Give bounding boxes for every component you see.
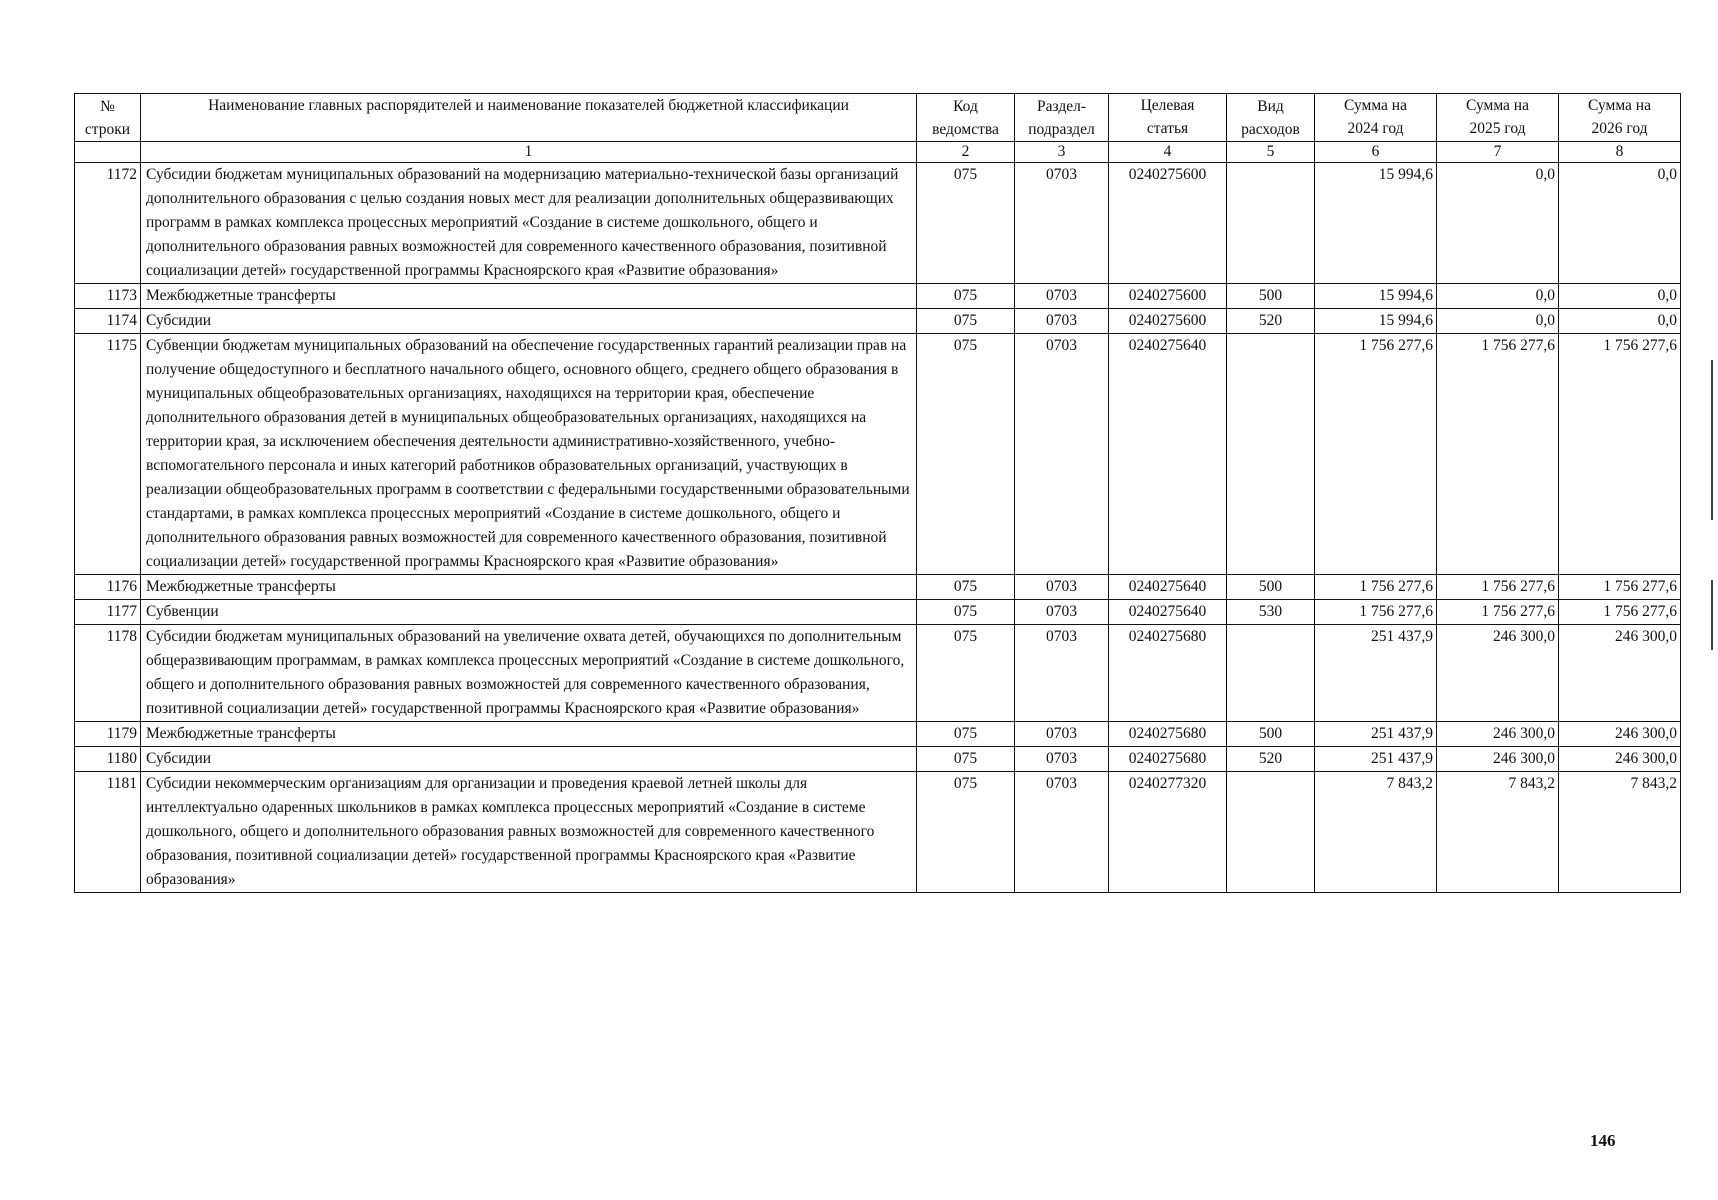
table-row bbox=[75, 722, 1681, 747]
cell-exp-type: 530 bbox=[1227, 600, 1315, 625]
cell-sum-2025: 1 756 277,6 bbox=[1437, 600, 1559, 625]
scan-artifact-mark bbox=[1711, 580, 1713, 650]
cell-exp-type: 520 bbox=[1227, 747, 1315, 772]
cell-row-number: 1178 bbox=[75, 625, 141, 722]
cell-exp-type: 500 bbox=[1227, 575, 1315, 600]
cell-name: Субсидии бюджетам муниципальных образований на модернизацию материально-технической базы организаций дополнительного образования с целью создания новых мест для реализации дополнительных общеразвивающих программ в рамках комплекса процессных мероприятий «Создание в системе дошкольного, общего и дополнительного образования равных возможностей для современного качественного образования, позитивной социализации детей» государственной программы Красноярского края «Развитие образования» bbox=[141, 163, 917, 284]
cell-sum-2024: 7 843,2 bbox=[1315, 772, 1437, 893]
header-sum-2026: Сумма на 2026 год bbox=[1559, 94, 1681, 142]
cell-dept-code: 075 bbox=[917, 163, 1015, 284]
cell-sum-2024: 1 756 277,6 bbox=[1315, 600, 1437, 625]
cell-row-number: 1176 bbox=[75, 575, 141, 600]
cell-exp-type: 500 bbox=[1227, 722, 1315, 747]
cell-sum-2026: 0,0 bbox=[1559, 309, 1681, 334]
cell-dept-code: 075 bbox=[917, 747, 1015, 772]
header-target: Целевая статья bbox=[1109, 94, 1227, 142]
cell-sum-2026: 7 843,2 bbox=[1559, 772, 1681, 893]
header-name: Наименование главных распорядителей и наименование показателей бюджетной классификации bbox=[141, 94, 917, 142]
column-number: 4 bbox=[1109, 142, 1227, 163]
cell-row-number: 1177 bbox=[75, 600, 141, 625]
cell-name: Субсидии бюджетам муниципальных образований на увеличение охвата детей, обучающихся по дополнительным общеразвивающим программам, в рамках комплекса процессных мероприятий «Создание в системе дошкольного, общего и дополнительного образования равных возможностей для современного качественного образования, позитивной социализации детей» государственной программы Красноярского края «Развитие образования» bbox=[141, 625, 917, 722]
cell-section: 0703 bbox=[1015, 575, 1109, 600]
table-body bbox=[75, 163, 1681, 893]
cell-row-number: 1173 bbox=[75, 284, 141, 309]
cell-sum-2025: 0,0 bbox=[1437, 163, 1559, 284]
cell-sum-2024: 1 756 277,6 bbox=[1315, 334, 1437, 575]
cell-sum-2025: 0,0 bbox=[1437, 309, 1559, 334]
cell-sum-2024: 1 756 277,6 bbox=[1315, 575, 1437, 600]
cell-target: 0240275600 bbox=[1109, 284, 1227, 309]
cell-sum-2026: 246 300,0 bbox=[1559, 722, 1681, 747]
cell-row-number: 1174 bbox=[75, 309, 141, 334]
cell-section: 0703 bbox=[1015, 600, 1109, 625]
cell-section: 0703 bbox=[1015, 747, 1109, 772]
cell-sum-2026: 1 756 277,6 bbox=[1559, 334, 1681, 575]
cell-name: Субсидии bbox=[141, 309, 917, 334]
column-number: 5 bbox=[1227, 142, 1315, 163]
cell-target: 0240275640 bbox=[1109, 600, 1227, 625]
cell-sum-2025: 246 300,0 bbox=[1437, 625, 1559, 722]
cell-row-number: 1180 bbox=[75, 747, 141, 772]
table-row bbox=[75, 309, 1681, 334]
cell-sum-2026: 246 300,0 bbox=[1559, 747, 1681, 772]
page-number: 146 bbox=[1590, 1131, 1616, 1150]
cell-name: Субвенции bbox=[141, 600, 917, 625]
cell-target: 0240275680 bbox=[1109, 722, 1227, 747]
cell-sum-2026: 0,0 bbox=[1559, 163, 1681, 284]
cell-target: 0240277320 bbox=[1109, 772, 1227, 893]
column-number: 7 bbox=[1437, 142, 1559, 163]
column-number: 6 bbox=[1315, 142, 1437, 163]
header-sum-2025: Сумма на 2025 год bbox=[1437, 94, 1559, 142]
table-row bbox=[75, 625, 1681, 722]
cell-target: 0240275680 bbox=[1109, 747, 1227, 772]
cell-dept-code: 075 bbox=[917, 625, 1015, 722]
table-row bbox=[75, 163, 1681, 284]
cell-target: 0240275600 bbox=[1109, 309, 1227, 334]
cell-exp-type: 500 bbox=[1227, 284, 1315, 309]
column-number: 8 bbox=[1559, 142, 1681, 163]
column-number: 2 bbox=[917, 142, 1015, 163]
cell-sum-2026: 246 300,0 bbox=[1559, 625, 1681, 722]
cell-sum-2025: 246 300,0 bbox=[1437, 722, 1559, 747]
cell-row-number: 1181 bbox=[75, 772, 141, 893]
table-row bbox=[75, 575, 1681, 600]
cell-sum-2025: 7 843,2 bbox=[1437, 772, 1559, 893]
header-dept-code: Код ведомства bbox=[917, 94, 1015, 142]
cell-row-number: 1175 bbox=[75, 334, 141, 575]
column-number: 3 bbox=[1015, 142, 1109, 163]
cell-sum-2026: 0,0 bbox=[1559, 284, 1681, 309]
cell-target: 0240275600 bbox=[1109, 163, 1227, 284]
cell-sum-2026: 1 756 277,6 bbox=[1559, 600, 1681, 625]
cell-section: 0703 bbox=[1015, 284, 1109, 309]
cell-target: 0240275640 bbox=[1109, 334, 1227, 575]
cell-sum-2024: 15 994,6 bbox=[1315, 284, 1437, 309]
cell-sum-2024: 251 437,9 bbox=[1315, 747, 1437, 772]
table-row bbox=[75, 747, 1681, 772]
cell-exp-type bbox=[1227, 334, 1315, 575]
cell-name: Межбюджетные трансферты bbox=[141, 284, 917, 309]
cell-dept-code: 075 bbox=[917, 334, 1015, 575]
cell-name: Межбюджетные трансферты bbox=[141, 722, 917, 747]
cell-section: 0703 bbox=[1015, 772, 1109, 893]
cell-sum-2024: 251 437,9 bbox=[1315, 625, 1437, 722]
cell-sum-2025: 1 756 277,6 bbox=[1437, 334, 1559, 575]
cell-dept-code: 075 bbox=[917, 772, 1015, 893]
cell-exp-type bbox=[1227, 163, 1315, 284]
cell-exp-type bbox=[1227, 772, 1315, 893]
cell-name: Субсидии некоммерческим организациям для организации и проведения краевой летней школы для интеллектуально одаренных школьников в рамках комплекса процессных мероприятий «Создание в системе дошкольного, общего и дополнительного образования равных возможностей для современного качественного образования, позитивной социализации детей» государственной программы Красноярского края «Развитие образования» bbox=[141, 772, 917, 893]
cell-dept-code: 075 bbox=[917, 575, 1015, 600]
cell-name: Межбюджетные трансферты bbox=[141, 575, 917, 600]
cell-sum-2025: 246 300,0 bbox=[1437, 747, 1559, 772]
scan-artifact-mark bbox=[1711, 360, 1713, 520]
cell-sum-2025: 1 756 277,6 bbox=[1437, 575, 1559, 600]
cell-target: 0240275640 bbox=[1109, 575, 1227, 600]
table-header bbox=[75, 94, 1681, 163]
cell-dept-code: 075 bbox=[917, 309, 1015, 334]
cell-row-number: 1179 bbox=[75, 722, 141, 747]
table-row bbox=[75, 600, 1681, 625]
header-sum-2024: Сумма на 2024 год bbox=[1315, 94, 1437, 142]
cell-dept-code: 075 bbox=[917, 600, 1015, 625]
header-row-no: № строки bbox=[75, 94, 141, 142]
header-exp-type: Вид расходов bbox=[1227, 94, 1315, 142]
table-row bbox=[75, 284, 1681, 309]
cell-dept-code: 075 bbox=[917, 284, 1015, 309]
cell-row-number: 1172 bbox=[75, 163, 141, 284]
cell-name: Субвенции бюджетам муниципальных образований на обеспечение государственных гарантий реализации прав на получение общедоступного и бесплатного начального общего, основного общего, среднего общего образования в муниципальных общеобразовательных организациях, находящихся на территории края, обеспечение дополнительного образования детей в муниципальных общеобразовательных организациях, находящихся на территории края, за исключением обеспечения деятельности административно-хозяйственного, учебно-вспомогательного персонала и иных категорий работников образовательных организаций, участвующих в реализации общеобразовательных программ в соответствии с федеральными государственными образовательными стандартами, в рамках комплекса процессных мероприятий «Создание в системе дошкольного, общего и дополнительного образования равных возможностей для современного качественного образования, позитивной социализации детей» государственной программы Красноярского края «Развитие образования» bbox=[141, 334, 917, 575]
cell-section: 0703 bbox=[1015, 625, 1109, 722]
table-row bbox=[75, 772, 1681, 893]
cell-dept-code: 075 bbox=[917, 722, 1015, 747]
cell-name: Субсидии bbox=[141, 747, 917, 772]
cell-exp-type bbox=[1227, 625, 1315, 722]
column-number: 1 bbox=[141, 142, 917, 163]
cell-sum-2024: 15 994,6 bbox=[1315, 163, 1437, 284]
cell-sum-2024: 251 437,9 bbox=[1315, 722, 1437, 747]
cell-sum-2024: 15 994,6 bbox=[1315, 309, 1437, 334]
cell-section: 0703 bbox=[1015, 334, 1109, 575]
cell-exp-type: 520 bbox=[1227, 309, 1315, 334]
cell-target: 0240275680 bbox=[1109, 625, 1227, 722]
table-row bbox=[75, 334, 1681, 575]
cell-section: 0703 bbox=[1015, 163, 1109, 284]
cell-section: 0703 bbox=[1015, 722, 1109, 747]
column-number-empty bbox=[75, 142, 141, 163]
cell-section: 0703 bbox=[1015, 309, 1109, 334]
cell-sum-2026: 1 756 277,6 bbox=[1559, 575, 1681, 600]
header-section: Раздел-подраздел bbox=[1015, 94, 1109, 142]
column-number-row bbox=[75, 142, 1681, 163]
budget-table bbox=[74, 93, 1681, 893]
cell-sum-2025: 0,0 bbox=[1437, 284, 1559, 309]
